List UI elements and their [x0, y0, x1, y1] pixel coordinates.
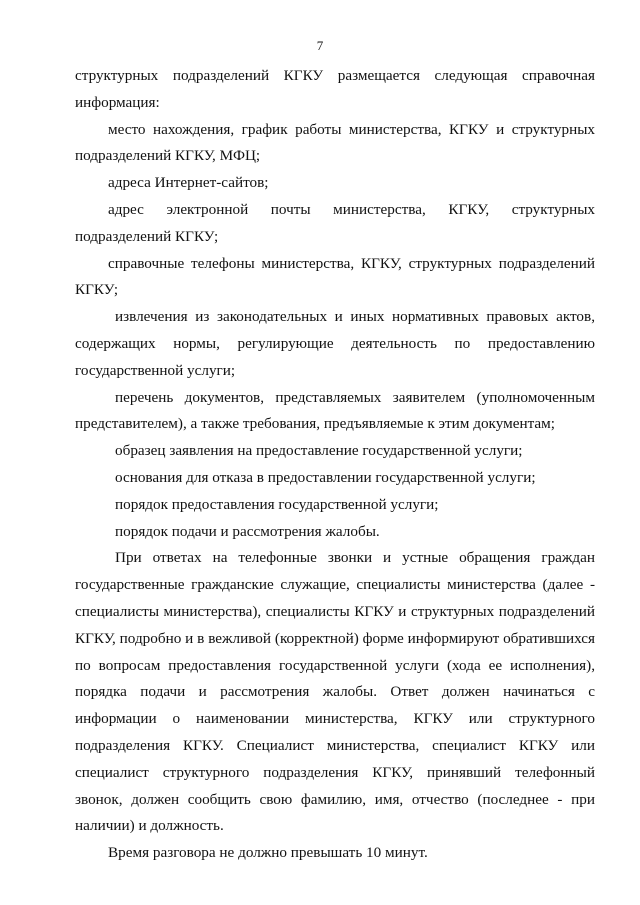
- list-item-legal-extracts: извлечения из законодательных и иных нормативных правовых актов, содержащих нормы, регулирующие деятельность по предоставлению государственной услуги;: [75, 308, 595, 379]
- paragraph-call-duration: Время разговора не должно превышать 10 минут.: [108, 844, 428, 862]
- list-item-complaint-procedure: порядок подачи и рассмотрения жалобы.: [115, 522, 380, 540]
- list-item-refusal-grounds: основания для отказа в предоставлении государственной услуги;: [115, 468, 536, 486]
- paragraph-continuation: структурных подразделений КГКУ размещается следующая справочная информация:: [75, 67, 595, 111]
- list-item-application-sample: образец заявления на предоставление государственной услуги;: [115, 442, 523, 460]
- list-item-location-schedule: место нахождения, график работы министерства, КГКУ и структурных подразделений КГКУ, МФЦ;: [75, 120, 595, 165]
- list-item-websites: адреса Интернет-сайтов;: [108, 174, 269, 192]
- page-number: 7: [316, 38, 324, 53]
- paragraph-phone-inquiries: При ответах на телефонные звонки и устные обращения граждан государственные гражданские служащие, специалисты министерства (далее - специалисты министерства), специалисты КГКУ и структурных подразделений КГКУ, подробно и в вежливой (корректной) форме информируют обратившихся по вопросам предоставления государственной услуги (хода ее исполнения), порядка подачи и рассмотрения жалобы. Ответ должен начинаться с информации о наименовании министерства, КГКУ или структурного подразделения КГКУ. Специалист министерства, специалист КГКУ или специалист структурного подразделения КГКУ, принявший телефонный звонок, должен сообщить свою фамилию, имя, отчество (последнее - при наличии) и должность.: [75, 549, 595, 835]
- document-body: [75, 63, 595, 867]
- list-item-service-procedure: порядок предоставления государственной услуги;: [115, 495, 439, 513]
- list-item-email: адрес электронной почты министерства, КГКУ, структурных подразделений КГКУ;: [75, 200, 595, 245]
- list-item-phones: справочные телефоны министерства, КГКУ, структурных подразделений КГКУ;: [75, 254, 595, 299]
- list-item-documents: перечень документов, представляемых заявителем (уполномоченным представителем), а также требования, предъявляемые к этим документам;: [75, 388, 595, 433]
